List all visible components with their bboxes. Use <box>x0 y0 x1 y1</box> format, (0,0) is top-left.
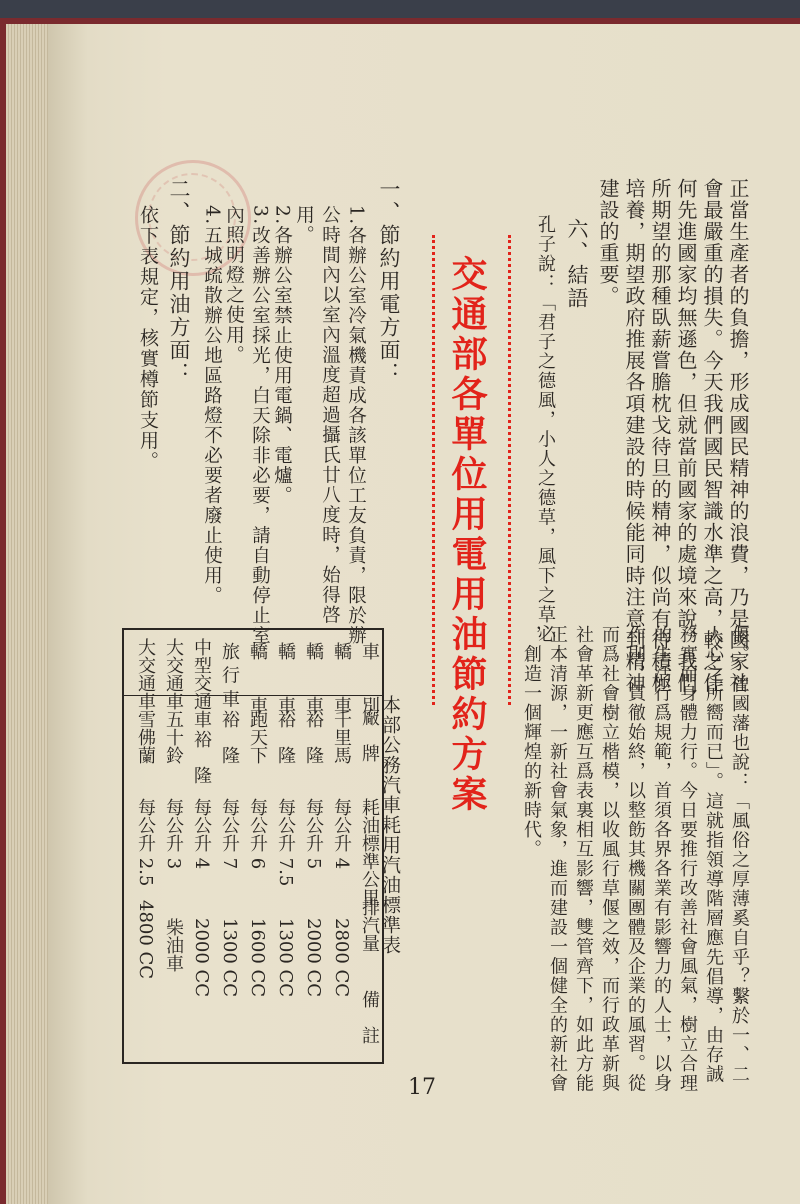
cell-standard: 每公升 7 <box>219 798 240 870</box>
quote-line: 人心之所嚮而已」。這就指領導階層應先倡導，由存誠 <box>703 625 724 1084</box>
cell-standard: 每公升 4 <box>191 798 212 870</box>
paragraph-line: 建設的重要。 <box>596 178 620 307</box>
cell-brand: 裕 隆 <box>275 710 296 764</box>
cell-vehicle: 大交通車 <box>135 638 156 710</box>
cell-vehicle: 轎 車 <box>331 642 352 714</box>
header-vehicle: 車 別 <box>359 642 380 714</box>
fuel-table <box>122 628 384 1064</box>
paragraph-line: 何先進國家均無遜色，但就當前國家的處境來說，我們 <box>674 178 698 694</box>
cell-vehicle: 旅 行 車 <box>219 642 240 708</box>
quote-line: ，創造一個輝煌的新時代。 <box>521 625 542 859</box>
quote-line: 的生活行爲規範，首須各界各業有影響力的人士，以身 <box>651 625 672 1093</box>
electricity-item: 內照明燈之使用。 <box>223 205 245 365</box>
cell-displacement: 柴油車 <box>163 918 184 972</box>
cell-displacement: 2000 CC <box>191 918 212 998</box>
cell-vehicle: 大交通車 <box>163 638 184 710</box>
cell-brand: 裕 隆 <box>219 710 240 764</box>
cell-vehicle: 轎 車 <box>275 642 296 714</box>
cell-vehicle: 轎 車 <box>303 642 324 714</box>
cell-displacement: 2800 CC <box>331 918 352 998</box>
cell-standard: 每公升 3 <box>163 798 184 870</box>
paragraph-line: 正當生產者的負擔，形成國民精神的浪費，乃是國家社 <box>726 178 750 694</box>
page-number: 17 <box>408 1075 436 1100</box>
paragraph-line: 會最嚴重的損失。今天我們國民智識水準之高，較之任 <box>700 178 724 694</box>
section-heading-oil: 二、節約用油方面： <box>167 178 191 385</box>
header-standard: 耗油標準公里 <box>359 798 380 906</box>
quote-line: 孔子說：「君子之德風，小人之德草，風下之草必 <box>535 215 556 644</box>
cell-brand: 千里馬 <box>331 710 352 764</box>
table-row <box>212 630 238 1062</box>
header-brand: 廠 牌 <box>359 708 380 762</box>
quote-line: 社會革新更應互爲表裏相互影響，雙管齊下，如此方能 <box>573 625 594 1093</box>
section-heading-conclusion: 六、結語 <box>565 218 589 310</box>
table-row <box>268 630 294 1062</box>
paragraph-line: 所期望的那種臥薪嘗膽枕戈待旦的精神，似尚有待積極 <box>648 178 672 694</box>
cell-brand: 跑天下 <box>247 710 268 764</box>
cell-standard: 每公升 4 <box>331 798 352 870</box>
electricity-item: 3.改善辦公室採光，白天除非必要，請自動停止室 <box>249 205 271 646</box>
quote-line: 作則，貫徹始終，以整飭其機關團體及企業的風習。從 <box>625 625 646 1093</box>
table-row <box>156 630 182 1062</box>
cell-displacement: 4800 CC <box>135 900 156 980</box>
cell-brand: 裕 隆 <box>303 710 324 764</box>
cell-displacement: 1300 CC <box>275 918 296 998</box>
section-heading-electricity: 一、節約用電方面： <box>377 178 401 385</box>
title-rule-right <box>508 235 521 705</box>
page-title: 交通部各單位用電用油節約方案 <box>446 255 487 815</box>
table-row <box>128 630 154 1062</box>
quote-line: 務實而身體力行。今日要推行改善社會風氣，樹立合理 <box>677 625 698 1093</box>
table-row <box>184 630 210 1062</box>
electricity-item: 1.各辦公室冷氣機責成各該單位工友負責，限於辦 <box>345 205 367 646</box>
table-row <box>240 630 266 1062</box>
cell-standard: 每公升 6 <box>247 798 268 870</box>
cell-vehicle: 中型交通車 <box>191 638 212 728</box>
table-row <box>324 630 350 1062</box>
cell-standard: 每公升 7.5 <box>275 798 296 887</box>
quote-line: 而爲社會樹立楷模，以收風行草偃之效，而行政革新與 <box>599 625 620 1093</box>
oil-line: 依下表規定，核實樽節支用。 <box>137 205 159 472</box>
header-remarks: 備 註 <box>359 990 380 1044</box>
header-displacement: 排汽量 <box>359 898 380 952</box>
paragraph-line: 培養，期望政府推展各項建設的時候能同時注意到精神 <box>622 178 646 694</box>
electricity-item: 2.各辦公室禁止使用電鍋、電爐。 <box>271 205 293 506</box>
cell-displacement: 2000 CC <box>303 918 324 998</box>
cell-displacement: 1300 CC <box>219 918 240 998</box>
cell-brand: 裕 隆 <box>191 730 212 784</box>
cell-brand: 雪佛蘭 <box>135 710 156 764</box>
cell-displacement: 1600 CC <box>247 918 268 998</box>
table-header-row <box>352 630 378 1062</box>
page-edges <box>6 24 52 1204</box>
quote-line: 正本清源，一新社會氣象，進而建設一個健全的新社會 <box>547 625 568 1093</box>
cell-brand: 五十鈴 <box>163 710 184 764</box>
cell-standard: 每公升 5 <box>303 798 324 870</box>
cell-standard: 每公升 2.5 <box>135 798 156 887</box>
table-row <box>296 630 322 1062</box>
electricity-item: 用。 <box>293 205 315 245</box>
cell-vehicle: 轎 車 <box>247 642 268 714</box>
electricity-item: 4.五城疏散辦公地區路燈不必要者廢止使用。 <box>201 205 223 606</box>
table-caption: 本部公務汽車耗用汽油標準表 <box>379 695 401 955</box>
quote-line: 偃。」曾國藩也說：「風俗之厚薄奚自乎？繫於一、二 <box>729 625 750 1084</box>
title-rule-left <box>432 235 445 705</box>
electricity-item: 公時間內以室內溫度超過攝氏廿八度時，始得啓 <box>319 205 341 625</box>
